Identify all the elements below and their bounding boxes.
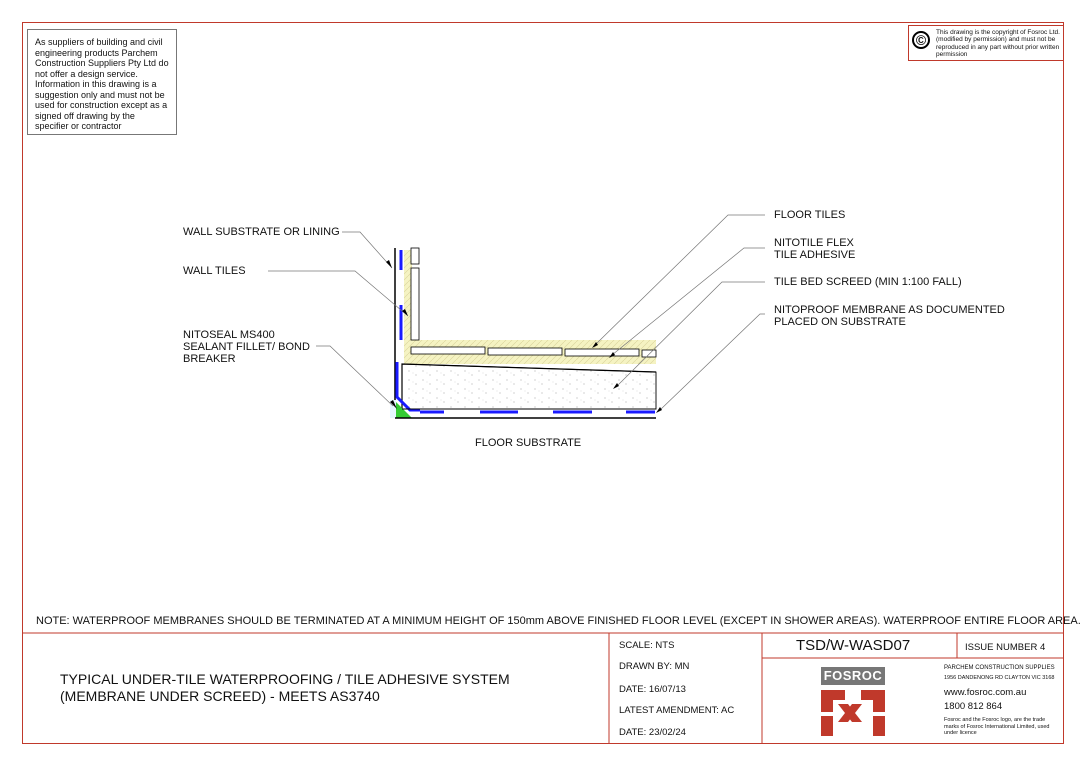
label-wall-tiles: WALL TILES: [183, 265, 246, 277]
drawing-title: [60, 671, 510, 705]
amendment-cell: LATEST AMENDMENT: AC: [619, 705, 735, 716]
label-wall-substrate: WALL SUBSTRATE OR LINING: [183, 226, 340, 238]
note-text: NOTE: WATERPROOF MEMBRANES SHOULD BE TERMINATED AT A MINIMUM HEIGHT OF 150mm ABOVE FINISHED FLOOR LEVEL (EXCEPT IN SHOWER AREAS). WATERPROOF ENTIRE FLOOR AREA.: [36, 615, 1081, 627]
date2-cell: DATE: 23/02/24: [619, 727, 686, 738]
label-floor-substrate: FLOOR SUBSTRATE: [475, 437, 582, 449]
copyright-icon: ©: [912, 31, 930, 49]
label-nitoproof-2: PLACED ON SUBSTRATE: [774, 316, 906, 328]
drawn-by-cell: DRAWN BY: MN: [619, 661, 690, 672]
scale-cell: SCALE: NTS: [619, 640, 675, 651]
issue-number: ISSUE NUMBER 4: [965, 642, 1046, 653]
floor-tile: [565, 349, 639, 356]
disclaimer-box: As suppliers of building and civil engineering products Parchem Construction Suppliers Pty Ltd do not offer a design service. Information in this drawing is a suggestion only and must not be used for construction except as a signed off drawing by the specifier or contractor: [27, 29, 177, 135]
title-line-2: (MEMBRANE UNDER SCREED) - MEETS AS3740: [60, 688, 380, 704]
floor-tile: [642, 350, 656, 357]
label-nitoproof-1: NITOPROOF MEMBRANE AS DOCUMENTED: [774, 304, 1005, 316]
label-nitotile-1: NITOTILE FLEX: [774, 237, 854, 249]
title-line-1: TYPICAL UNDER-TILE WATERPROOFING / TILE ADHESIVE SYSTEM: [60, 671, 510, 687]
company-name: PARCHEM CONSTRUCTION SUPPLIES: [944, 665, 1055, 671]
label-nitoseal-2: SEALANT FILLET/ BOND: [183, 341, 310, 353]
label-floor-tiles: FLOOR TILES: [774, 209, 846, 221]
label-nitotile-2: TILE ADHESIVE: [774, 249, 856, 261]
drawing-number: TSD/W-WASD07: [796, 637, 911, 654]
website: www.fosroc.com.au: [944, 687, 1027, 698]
label-tile-bed: TILE BED SCREED (MIN 1:100 FALL): [774, 276, 962, 288]
floor-tile: [488, 348, 562, 355]
floor-tile: [411, 347, 485, 354]
phone: 1800 812 864: [944, 701, 1003, 712]
wall-tile: [411, 268, 419, 340]
trademark-text: Fosroc and the Fosroc logo, are the trade marks of Fosroc International Limited, used under licence: [944, 717, 1050, 736]
label-nitoseal-3: BREAKER: [183, 353, 236, 365]
fosroc-brand: FOSROC: [821, 667, 885, 685]
date-cell: DATE: 16/07/13: [619, 684, 686, 695]
label-nitoseal-1: NITOSEAL MS400: [183, 329, 275, 341]
copyright-text: This drawing is the copyright of Fosroc Ltd. (modified by permission) and must not be reproduced in any part without prior written permission: [936, 29, 1060, 59]
wall-tile-upper: [411, 248, 419, 264]
company-address: 1956 DANDENONG RD CLAYTON VIC 3168: [944, 675, 1055, 681]
fosroc-logo-icon: [821, 690, 885, 736]
